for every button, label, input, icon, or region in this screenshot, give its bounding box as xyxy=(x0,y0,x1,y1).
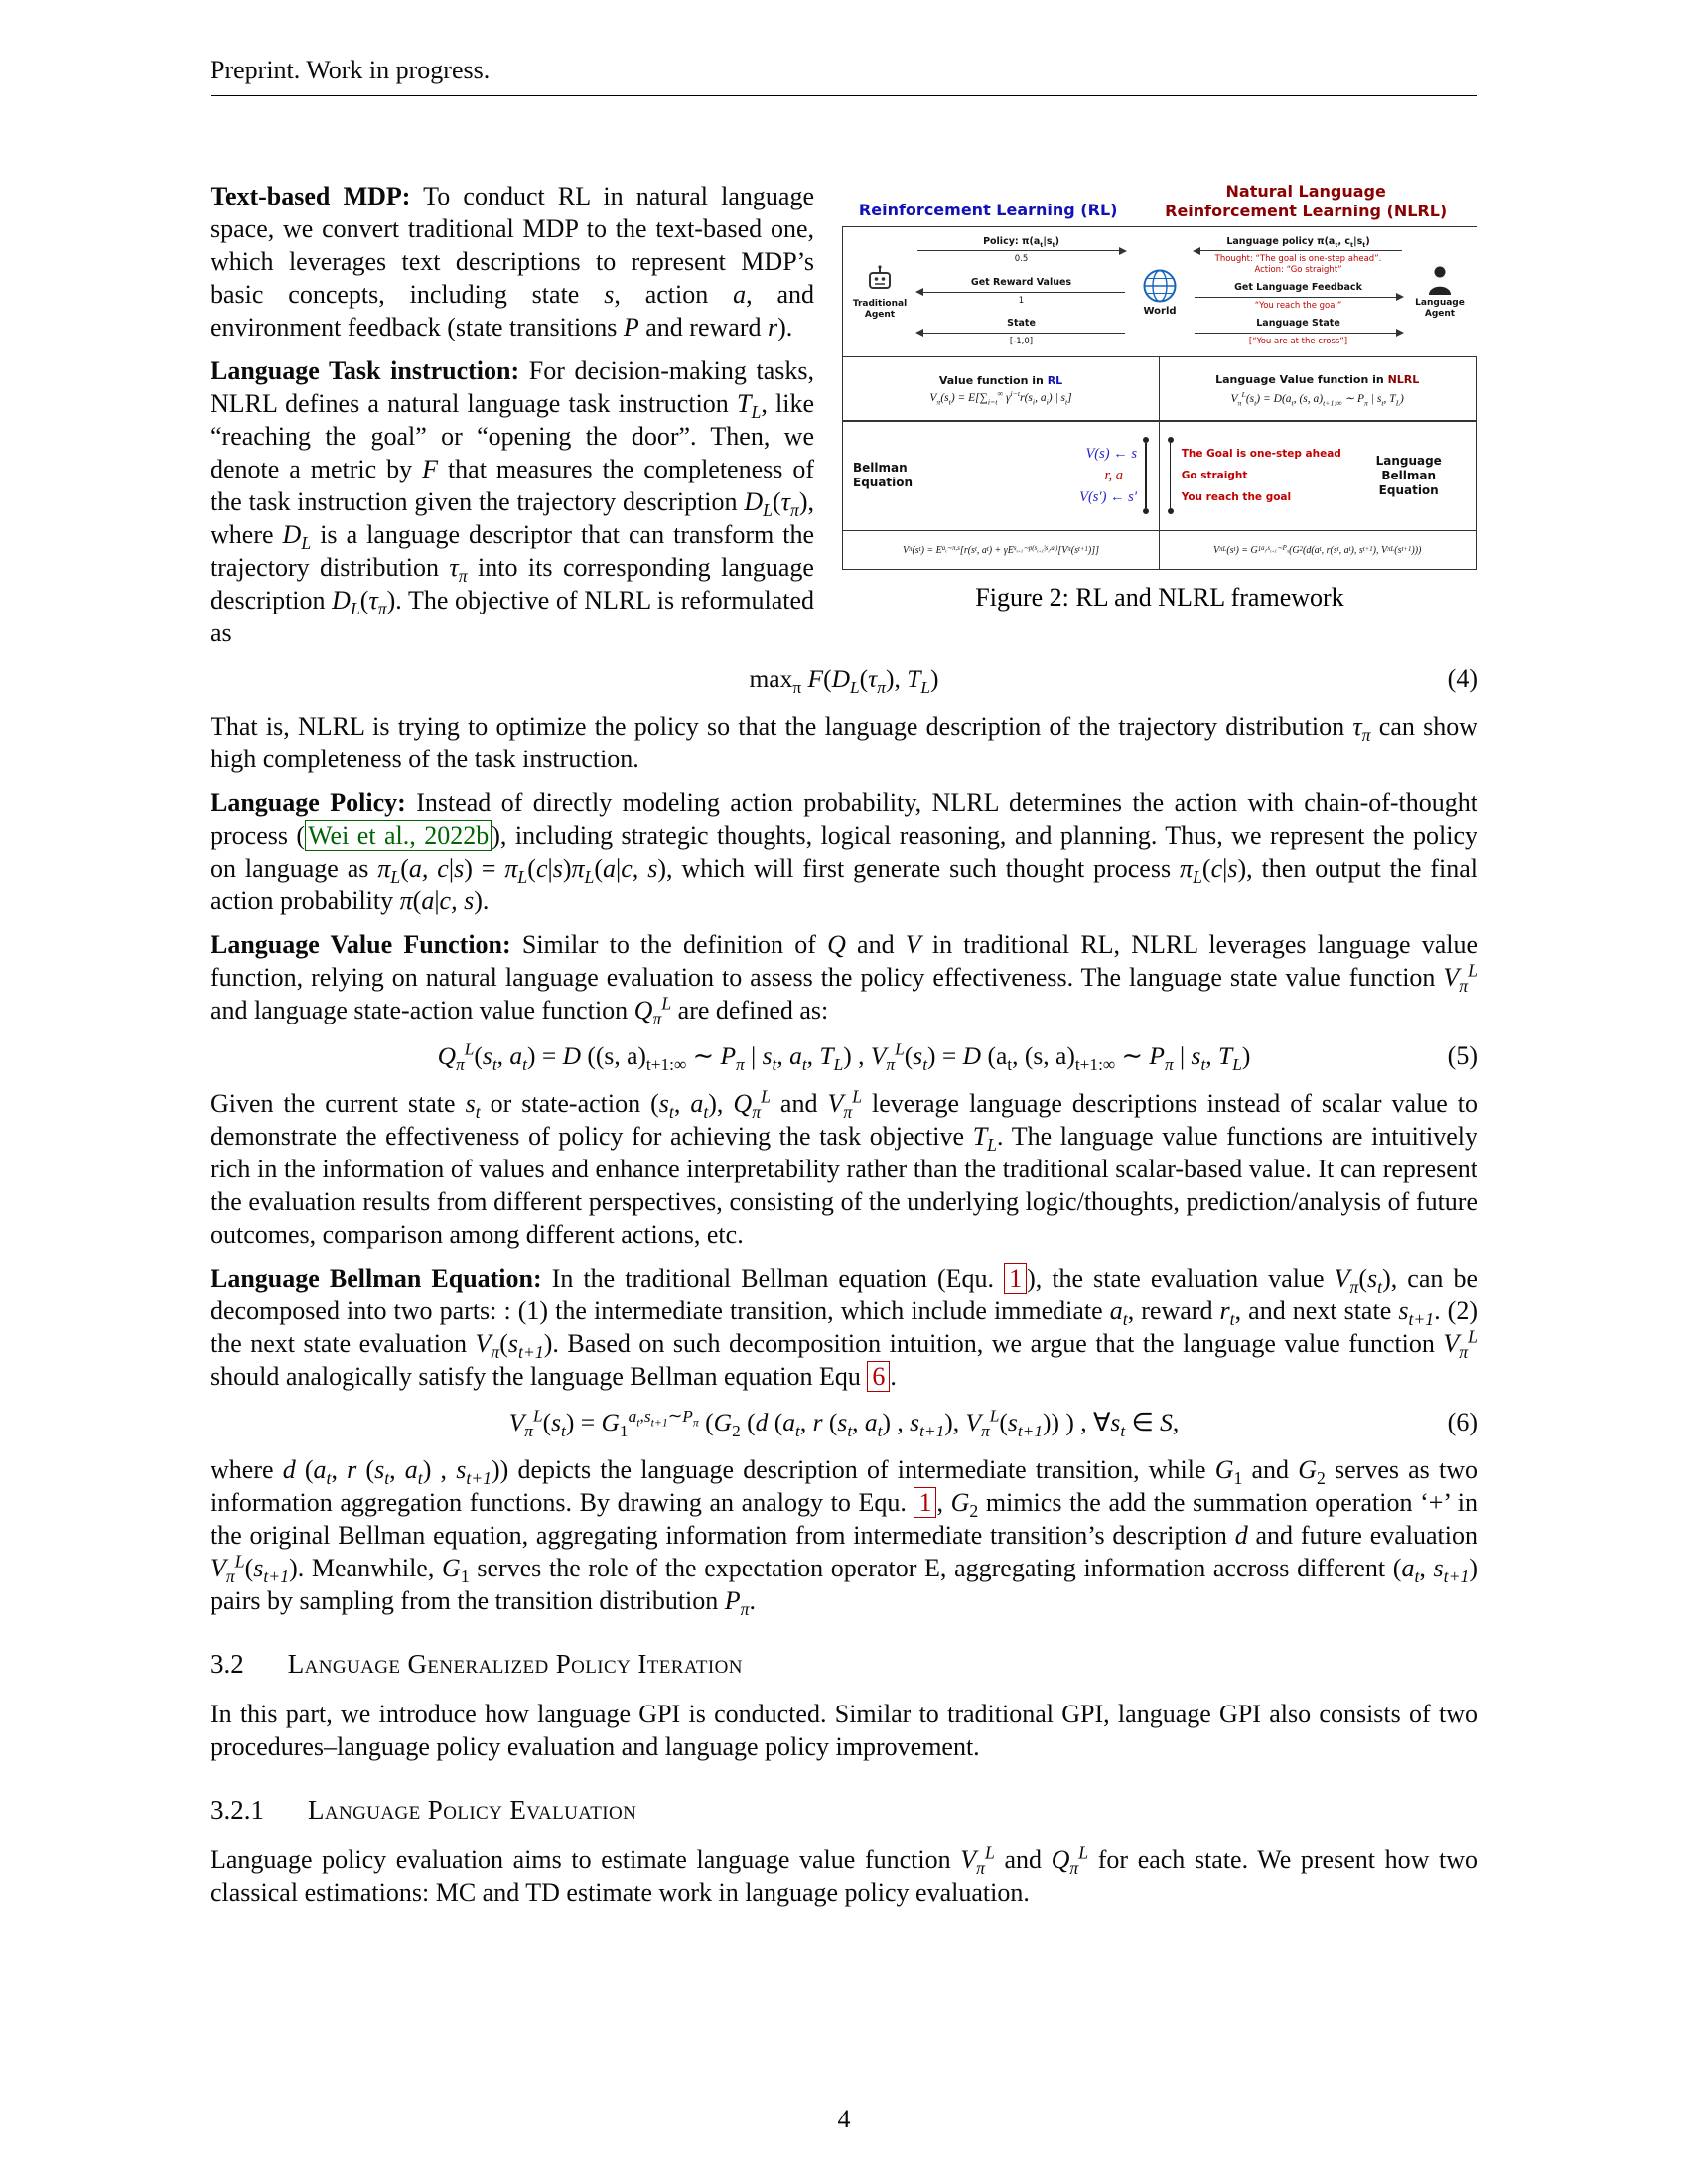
language-feedback-label: Get Language Feedback xyxy=(1234,282,1362,294)
bellman-vs: V(s) ← s xyxy=(1085,445,1137,462)
para-body-language-bellman-equation: In the traditional Bellman equation (Equ. 1 ), the state evaluation value $V_\pi(s_t)$, can be decomposed into two parts: : (1) the intermediate transition, which include immediate $a_t$, reward $r_t$, and next state $s_{t+1}$. (2) the next state evaluation $V_\pi(s_{t+1})$. Based on such decomposition intuition, we argue that the language value function $V_\pi^L$ should analogically satisfy the language Bellman equation Equ 6 . xyxy=(211,1264,1477,1391)
traditional-agent-label: Traditional Agent xyxy=(852,299,908,320)
section-3-2-heading xyxy=(211,1649,1477,1680)
bellman-equation-box xyxy=(842,420,1160,531)
para-label-language-value-function: Language Value Function: xyxy=(211,930,511,959)
state-label: State xyxy=(1007,318,1036,330)
equation-4-body: $\max_\pi F(D_L(\tau_\pi)$, $T_L$) xyxy=(749,664,939,698)
value-function-nlrl-equation: $V_\pi^L(s_t) = D(a_t$, (s, $a)_{t+1:\infty}$ ∼ $P_\pi$ | $s_t$, $T_L$) xyxy=(1230,389,1404,407)
bellman-row xyxy=(842,422,1477,532)
value-function-nlrl-title: Language Value function in NLRL xyxy=(1215,372,1420,386)
arrow-right-icon xyxy=(1195,333,1402,334)
bellman-vs-prime: V(s′) ← s′ xyxy=(1079,488,1137,505)
equation-ref-1b[interactable]: 1 xyxy=(914,1487,936,1518)
bellman-equation-formula: V π (s t ) = E $a_t\sim\pi,s$ [r(s t , a t ) + γE $s_{t+1}\sim p(s_{t+1}|s_t,a_t)$ [V π (s t+1 )]] xyxy=(842,530,1160,570)
figure-rl-title: Reinforcement Learning (RL) xyxy=(858,201,1118,219)
traditional-agent xyxy=(848,235,912,348)
language-bellman-formula: V π L (s t ) = G 1 $a_t,s_{t+1}\sim P_\pi$ (G 2 (d(a t , r(s t , a t ), s t+1 ), V π L (s t+1 ))) xyxy=(1159,530,1477,570)
language-bellman-goal: The Goal is one-step ahead xyxy=(1181,448,1341,461)
equation-6-number: (6) xyxy=(1447,1408,1477,1436)
reward-value: 1 xyxy=(1018,295,1025,306)
bellman-diagram xyxy=(970,437,1149,514)
equation-5-body: $Q_\pi^L(s_t$, $a_t) = D$ ((s, $a)_{t+1:\infty}$ ∼ $P_\pi$ | $s_t$, $a_t$, $T_L$) , $V_\pi^L(s_t) = D$ ($a_t$, (s, $a)_{t+1:\infty}$ ∼ $P_\pi$ | $s_t$, $T_L$) xyxy=(437,1039,1251,1075)
language-policy-action: Action: “Go straight” xyxy=(1254,264,1342,275)
para-where-d: where d ($a_t$, r ($s_t$, $a_t$) , $s_{t+1}$)) depicts the language description of intermediate transition, while $G_1$ and $G_2$ serves as two information aggregation functions. By drawing an analogy to Equ. 1 , $G_2$ mimics the add the summation operation ‘+’ in the original Bellman equation, aggregating information from intermediate transition’s description d and future evaluation $V_\pi^L(s_{t+1})$. Meanwhile, $G_1$ serves the role of the expectation operator E, aggregating information accross different ($a_t$, $s_{t+1}$) pairs by sampling from the transition distribution $P_\pi$. xyxy=(211,1455,1477,1620)
bellman-diagram-rows xyxy=(1079,446,1137,506)
para-label-language-bellman-equation: Language Bellman Equation: xyxy=(211,1264,542,1293)
language-bellman-label: Language Bellman Equation xyxy=(1375,453,1442,497)
para-body-text-based-mdp: To conduct RL in natural language space, we convert traditional MDP to the text-based one, which leverages text descriptions to represent MDP’s basic concepts, including state s, action a, and environment feedback (state transitions P and reward r). xyxy=(211,182,815,341)
value-function-row xyxy=(842,357,1477,422)
language-state-label: Language State xyxy=(1256,318,1340,330)
section-3-2-title: Language Generalized Policy Iteration xyxy=(287,1649,743,1679)
para-given-current-state: Given the current state $s_t$ or state-action ($s_t$, $a_t$), $Q_\pi^L$ and $V_\pi^L$ leverage language descriptions instead of scalar value to demonstrate the effectiveness of policy for achieving the task objective $T_L$. The language value functions are intuitively rich in the information of values and enhance interpretability rather than the traditional scalar-based value. It can represent the evaluation results from different perspectives, consisting of the underlying logic/thoughts, prediction/analysis of future outcomes, comparison among different actions, etc. xyxy=(211,1086,1478,1249)
para-body-language-value-function: Similar to the definition of Q and V in traditional RL, NLRL leverages language value function, relying on natural language evaluation to assess the policy effectiveness. The language state value function $V_\pi^L$ and language state-action value function $Q_\pi^L$ are defined as: xyxy=(211,930,1478,1029)
globe-icon xyxy=(1142,268,1178,304)
language-bellman-result: You reach the goal xyxy=(1181,491,1292,504)
equation-4 xyxy=(211,662,1477,696)
running-header: Preprint. Work in progress. xyxy=(211,56,491,84)
arrow-left-icon xyxy=(1195,250,1402,251)
arrow-right-icon xyxy=(917,250,1125,251)
section-3-2-1-title: Language Policy Evaluation xyxy=(308,1795,637,1825)
language-feedback-flow xyxy=(1193,283,1404,311)
bellman-transition: r, a xyxy=(1104,467,1123,483)
para-that-is: That is, NLRL is trying to optimize the policy so that the language description of the trajectory distribution $\tau_\pi$ can show high completeness of the task instruction. xyxy=(211,712,1477,773)
para-label-language-policy: Language Policy: xyxy=(211,788,406,817)
page-number: 4 xyxy=(837,2105,851,2133)
citation-wei-2022b[interactable]: Wei et al., 2022b xyxy=(305,820,492,851)
rl-flow-column xyxy=(912,235,1131,348)
header-rule xyxy=(211,95,1477,96)
language-state-value: [“You are at the cross”] xyxy=(1248,336,1348,346)
figure-equation-row xyxy=(842,531,1477,570)
language-agent xyxy=(1408,235,1472,348)
figure-titles xyxy=(842,182,1477,221)
para-body-language-task-instruction: For decision-making tasks, NLRL defines a natural language task instruction $T_L$, like “reaching the goal” or “opening the door”. Then, we denote a metric by F that measures the completeness of the task instruction given the trajectory description $D_L(\tau_\pi)$, where $D_L$ is a language descriptor that can transform the trajectory distribution $\tau_\pi$ into its corresponding language description $D_L(\tau_\pi)$. The objective of NLRL is reformulated as xyxy=(211,356,815,647)
state-value: [-1,0] xyxy=(1009,336,1034,346)
arrow-left-icon xyxy=(917,292,1125,293)
para-language-bellman-equation xyxy=(211,1262,1477,1393)
para-label-text-based-mdp: Text-based MDP: xyxy=(211,182,411,210)
section-3-2-number: 3.2 xyxy=(211,1649,244,1679)
language-bellman-rows xyxy=(1182,448,1342,503)
policy-label: Policy: $\pi(a_t|s_t)$ xyxy=(983,236,1059,249)
arrow-left-icon xyxy=(917,333,1125,334)
page-content xyxy=(211,0,1477,1920)
value-function-rl-equation: $V_\pi(s_t) = E[\sum_{i=t}^\infty$ $\gamma^{i-t}r(s_i$, $a_i$) | $s_t$] xyxy=(929,388,1072,406)
transition-connector-icon xyxy=(1168,437,1174,514)
value-function-rl-box xyxy=(842,356,1160,422)
language-bellman-equation-box xyxy=(1159,420,1477,531)
equation-ref-1[interactable]: 1 xyxy=(1004,1263,1027,1294)
person-icon xyxy=(1427,265,1453,295)
language-policy-flow xyxy=(1193,237,1404,275)
policy-value: 0.5 xyxy=(1014,254,1029,265)
reward-label: Get Reward Values xyxy=(970,277,1072,289)
arrow-right-icon xyxy=(1195,297,1402,298)
language-feedback-value: “You reach the goal” xyxy=(1254,300,1342,311)
value-function-rl-title: Value function in RL xyxy=(938,373,1063,387)
para-policy-evaluation: Language policy evaluation aims to estimate language value function $V_\pi^L$ and $Q_\pi^L$ for each state. We present how two classical estimations: MC and TD estimate work in language policy evaluation. xyxy=(211,1843,1477,1907)
section-3-2-1-heading xyxy=(211,1795,1477,1826)
robot-icon xyxy=(865,264,895,296)
world-label: World xyxy=(1143,305,1177,317)
equation-5-number: (5) xyxy=(1447,1041,1477,1070)
reward-flow xyxy=(915,278,1127,306)
language-bellman-action: Go straight xyxy=(1181,470,1248,482)
policy-flow xyxy=(915,237,1127,265)
language-agent-label: Language Agent xyxy=(1415,298,1465,319)
equation-6 xyxy=(211,1406,1477,1439)
para-gpi-intro: In this part, we introduce how language GPI is conducted. Similar to traditional GPI, language GPI also consists of two procedures–language policy evaluation and language policy improvement. xyxy=(211,1700,1477,1761)
para-language-value-function xyxy=(211,928,1478,1029)
equation-ref-6[interactable]: 6 xyxy=(867,1361,890,1392)
equation-5 xyxy=(211,1039,1477,1073)
bellman-equation-label: Bellman Equation xyxy=(853,461,914,490)
language-policy-thought: Thought: “The goal is one-step ahead”. xyxy=(1214,254,1382,265)
para-language-policy xyxy=(211,786,1477,917)
para-label-language-task-instruction: Language Task instruction: xyxy=(211,356,520,385)
figure-2 xyxy=(842,182,1477,613)
figure-2-caption: Figure 2: RL and NLRL framework xyxy=(975,583,1344,613)
section-3-2-1-number: 3.2.1 xyxy=(211,1795,264,1825)
language-state-flow xyxy=(1193,319,1404,346)
equation-4-number: (4) xyxy=(1447,664,1477,693)
transition-connector-icon xyxy=(1143,437,1149,514)
figure-mdp-panel xyxy=(842,226,1477,357)
world xyxy=(1131,235,1189,348)
equation-6-body: $V_\pi^L(s_t) = G_1^{a_t,s_{t+1}\sim P_\pi}$ ($G_2$ (d ($a_t$, r ($s_t$, $a_t$) , $s_{t+1}$), $V_\pi^L(s_{t+1})$) ) , $\forall s_t$ ∈ S, xyxy=(508,1406,1180,1441)
language-policy-label: Language policy $\pi(a_t$, $c_t|s_t$) xyxy=(1226,236,1370,249)
value-function-nlrl-box xyxy=(1159,356,1477,422)
nlrl-flow-column xyxy=(1189,235,1408,348)
figure-nlrl-title: Natural Language Reinforcement Learning (NLRL) xyxy=(1165,182,1448,220)
state-flow xyxy=(915,319,1127,346)
body-flow xyxy=(211,180,1477,1909)
para-body-language-policy: Instead of directly modeling action probability, NLRL determines the action with chain-of-thought process ( Wei et al., 2022b ), including strategic thoughts, logical reasoning, and planning. Thus, we represent the policy on language as $\pi_L(a$, $c|s) = \pi_L(c|s)\pi_L(a|c$, s), which will first generate such thought process $\pi_L(c|s)$, then output the final action probability π(a|c, s). xyxy=(211,788,1477,915)
